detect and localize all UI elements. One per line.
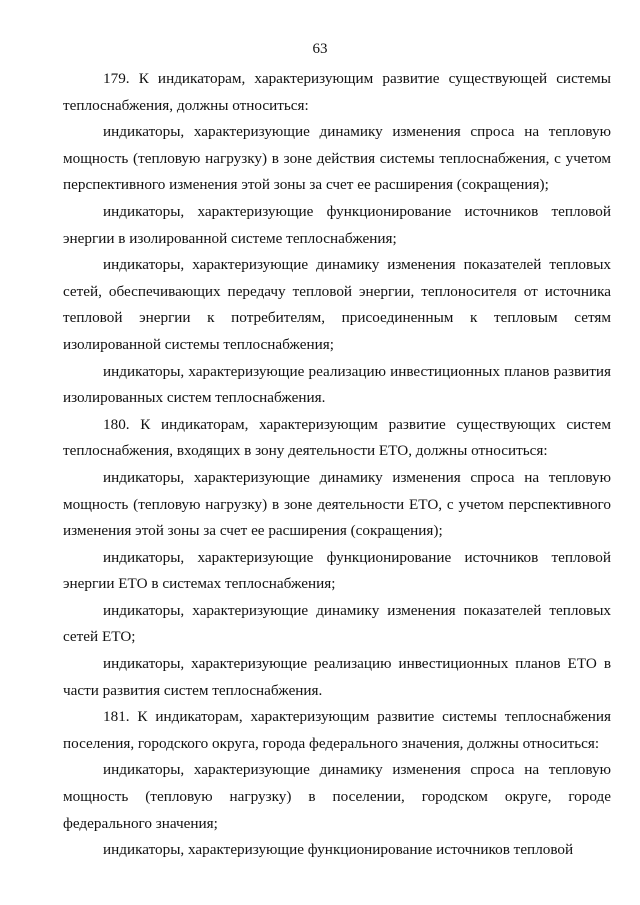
paragraph: индикаторы, характеризующие функционирование источников тепловой энергии в изолированной системе теплоснабжения; [63,202,611,247]
paragraph: индикаторы, характеризующие динамику изменения спроса на тепловую мощность (тепловую нагрузку) в зоне действия системы теплоснабжения, с учетом перспективного изменения этой зоны за счет ее расширения (сокращения); [63,123,611,194]
paragraph: индикаторы, характеризующие реализацию инвестиционных планов ЕТО в части развития систем теплоснабжения. [63,655,611,699]
paragraph: индикаторы, характеризующие функционирование источников тепловой энергии ЕТО в системах теплоснабжения; [63,548,611,593]
paragraph: индикаторы, характеризующие динамику изменения спроса на тепловую мощность (тепловую нагрузку) в поселении, городском округе, городе федерального значения; [63,761,611,832]
paragraph: индикаторы, характеризующие реализацию инвестиционных планов развития изолированных систем теплоснабжения. [63,362,611,407]
paragraph-180: 180. К индикаторам, характеризующим развитие существующих систем теплоснабжения, входящих в зону деятельности ЕТО, должны относиться: [63,415,611,460]
paragraph: индикаторы, характеризующие динамику изменения показателей тепловых сетей ЕТО; [63,601,611,646]
document-body [63,66,611,864]
paragraph-181: 181. К индикаторам, характеризующим развитие системы теплоснабжения поселения, городского округа, города федерального значения, должны относиться: [63,708,611,752]
paragraph: индикаторы, характеризующие функционирование источников тепловой [103,841,574,859]
paragraph-179: 179. К индикаторам, характеризующим развитие существующей системы теплоснабжения, должны относиться: [63,70,611,114]
paragraph: индикаторы, характеризующие динамику изменения показателей тепловых сетей, обеспечивающих передачу тепловой энергии, теплоносителя от источника тепловой энергии к потребителям, присоединенным к тепловым сетям изолированной системы теплоснабжения; [63,256,611,353]
page-number: 63 [312,41,328,57]
paragraph: индикаторы, характеризующие динамику изменения спроса на тепловую мощность (тепловую нагрузку) в зоне деятельности ЕТО, с учетом перспективного изменения этой зоны за счет ее расширения (сокращения); [63,468,611,540]
